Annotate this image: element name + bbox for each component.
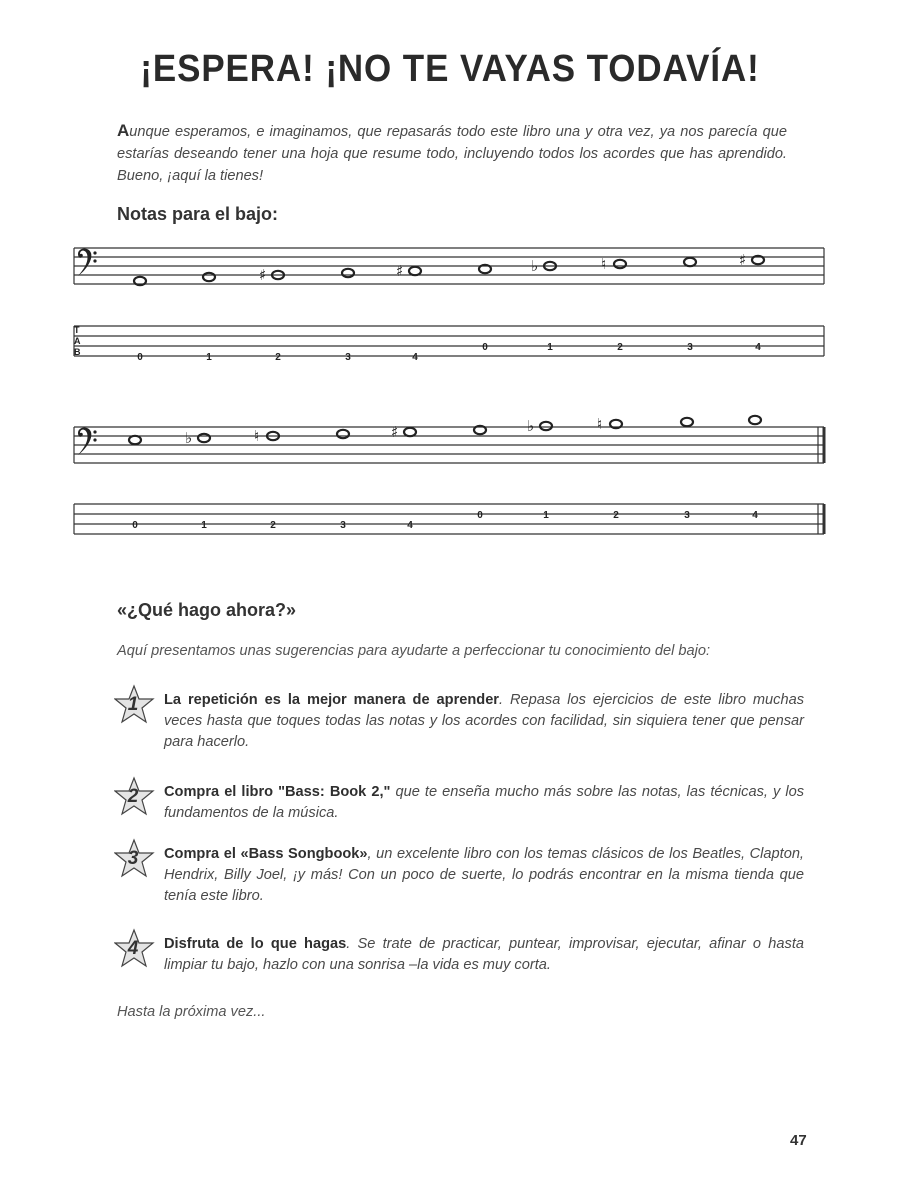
intro-text: unque esperamos, e imaginamos, que repasarás todo este libro una y otra vez, ya nos parecía que estarías deseando tener una hoja que resume todo, incluyendo todos los acordes que has aprendido. Bueno, ¡aquí la tienes! xyxy=(117,124,787,184)
note-head xyxy=(684,258,696,266)
tip-2 xyxy=(114,782,804,824)
bass-clef-icon xyxy=(78,428,97,455)
tip-1 xyxy=(114,690,804,753)
tab-number: 1 xyxy=(543,510,549,521)
note-head xyxy=(749,416,761,424)
tip-4 xyxy=(114,934,804,976)
intro-paragraph xyxy=(117,120,787,187)
next-heading: «¿Qué hago ahora?» xyxy=(117,600,297,620)
tip-number: 1 xyxy=(127,694,139,715)
tab-number: 3 xyxy=(340,520,346,531)
tip-bold: La repetición es la mejor manera de aprender xyxy=(164,692,499,708)
accidental: ♮ xyxy=(597,415,603,433)
tab-number: 0 xyxy=(477,510,483,521)
tip-3 xyxy=(114,844,804,907)
note-head xyxy=(203,273,215,281)
tab-number: 1 xyxy=(201,520,207,531)
staff-lines-1 xyxy=(74,248,824,284)
tab-number: 4 xyxy=(755,342,761,353)
tab-number: 1 xyxy=(206,352,212,363)
tab-number: 3 xyxy=(684,510,690,521)
tip-bold: Disfruta de lo que hagas xyxy=(164,936,347,952)
tab-number: 0 xyxy=(482,342,488,353)
tab-lines-1 xyxy=(74,326,824,356)
tab-number: 4 xyxy=(407,520,413,531)
accidental: ♭ xyxy=(527,417,535,435)
tip-body: , un excelente libro con los temas clásicos de los Beatles, Clapton, Hendrix, Billy Joel, ¡y más! Con un poco de suerte, lo podrás encontrar en la misma tienda que tenía este libro. xyxy=(164,846,804,904)
tab-number: 2 xyxy=(613,510,619,521)
tip-text xyxy=(164,844,804,907)
tip-bold: Compra el «Bass Songbook» xyxy=(164,846,368,862)
accidental: ♯ xyxy=(739,251,747,269)
tab-number: 3 xyxy=(345,352,351,363)
tab-label-b: B xyxy=(74,347,81,357)
note-head xyxy=(342,269,354,277)
note-head xyxy=(129,436,141,444)
tip-body: . Repasa los ejercicios de este libro muchas veces hasta que toques todas las notas y los acordes con facilidad, sin siquiera tener que pensar para hacerlo. xyxy=(164,692,805,750)
tip-body: que te enseña mucho más sobre las notas, las técnicas, y los fundamentos de la música. xyxy=(164,784,804,821)
note-head xyxy=(614,260,626,268)
accidental: ♯ xyxy=(396,262,404,280)
tab-number: 1 xyxy=(547,342,553,353)
tip-text xyxy=(164,934,804,976)
accidental: ♯ xyxy=(391,423,399,441)
accidental: ♯ xyxy=(259,266,267,284)
note-head xyxy=(540,422,552,430)
notes-heading: Notas para el bajo: xyxy=(117,204,279,224)
tab-number: 2 xyxy=(270,520,276,531)
tip-text xyxy=(164,782,804,824)
tab-number: 3 xyxy=(687,342,693,353)
note-head xyxy=(337,430,349,438)
bass-clef-icon xyxy=(78,249,97,276)
tip-number: 2 xyxy=(127,786,139,807)
note-head xyxy=(198,434,210,442)
accidental: ♭ xyxy=(531,257,539,275)
tip-bold: Compra el libro "Bass: Book 2," xyxy=(164,784,391,800)
tab-label-t: T xyxy=(74,325,80,335)
page-number: 47 xyxy=(790,1132,807,1149)
intro-dropcap: A xyxy=(117,121,130,140)
accidental: ♮ xyxy=(254,427,260,445)
lead-text: Aquí presentamos unas sugerencias para ayudarte a perfeccionar tu conocimiento del bajo: xyxy=(117,643,711,659)
tip-number: 3 xyxy=(127,848,139,869)
notation-system-1 xyxy=(70,240,830,370)
note-head xyxy=(681,418,693,426)
tab-number: 4 xyxy=(412,352,418,363)
note-head xyxy=(409,267,421,275)
tab-number: 4 xyxy=(752,510,758,521)
accidental: ♮ xyxy=(601,255,607,273)
tab-number: 2 xyxy=(275,352,281,363)
tab-number: 0 xyxy=(132,520,138,531)
accidental: ♭ xyxy=(185,429,193,447)
note-head xyxy=(404,428,416,436)
closing-text: Hasta la próxima vez... xyxy=(117,1004,266,1020)
page-title: ¡ESPERA! ¡NO TE VAYAS TODAVÍA! xyxy=(140,48,760,90)
notation-system-2 xyxy=(70,405,830,550)
tab-number: 0 xyxy=(137,352,143,363)
tab-label-a: A xyxy=(74,336,81,346)
tip-body: . Se trate de practicar, puntear, improvisar, ejecutar, afinar o hasta limpiar tu bajo, hazlo con una sonrisa –la vida es muy corta. xyxy=(164,936,804,973)
tab-lines-2 xyxy=(74,504,824,534)
tip-number: 4 xyxy=(127,938,139,959)
tab-number: 2 xyxy=(617,342,623,353)
tip-text xyxy=(164,690,804,753)
